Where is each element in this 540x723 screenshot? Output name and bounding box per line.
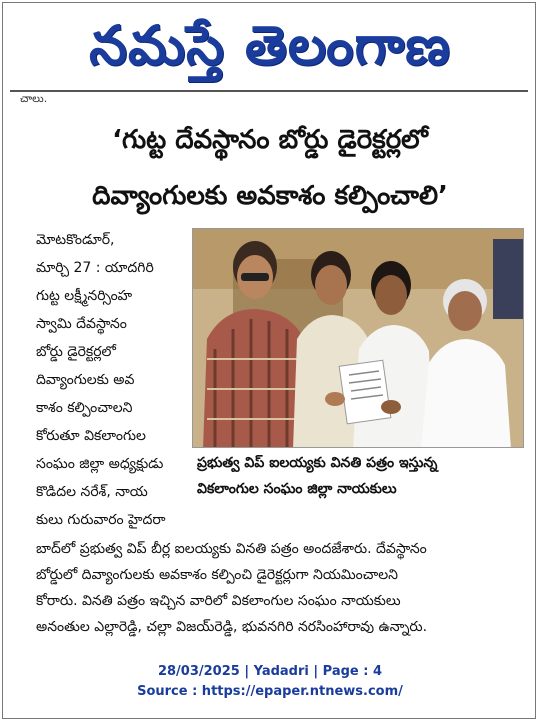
column-line: సంఘం జిల్లా అధ్యక్షుడు xyxy=(36,456,164,472)
column-line: కొడిదల నరేశ్, నాయ xyxy=(36,484,148,500)
column-line: కాశం కల్పించాలని xyxy=(36,400,133,416)
caption-line-2: వికలాంగుల సంఘం జిల్లా నాయకులు xyxy=(197,481,397,497)
headline-line-1: ‘గుట్ట దేవస్థానం బోర్డు డైరెక్టర్లలో xyxy=(112,125,428,155)
news-photo xyxy=(192,228,524,448)
body-line: బాద్‌లో ప్రభుత్వ విప్ బీర్ల ఐలయ్యకు వినతి పత్రం అందజేశారు. దేవస్థానం xyxy=(36,541,427,557)
headline-line-2: దివ్యాంగులకు అవకాశం కల్పించాలి’ xyxy=(92,181,448,211)
column-line: దివ్యాంగులకు అవ xyxy=(36,372,135,388)
column-line: మార్చి 27 : యాదగిరి xyxy=(36,260,154,276)
body-line: బోర్డులో దివ్యాంగులకు అవకాశం కల్పించి డైరెక్టర్లుగా నియమించాలని xyxy=(36,567,398,583)
caption-line-1: ప్రభుత్వ విప్ ఐలయ్యకు వినతి పత్రం ఇస్తున్న xyxy=(197,455,438,471)
column-line: బోర్డు డైరెక్టర్లలో xyxy=(36,344,116,360)
article-column xyxy=(36,226,186,534)
photo-caption xyxy=(197,450,529,502)
article-body-full-width xyxy=(36,536,532,640)
previous-article-stub: చాలు. xyxy=(20,92,48,105)
column-line: గుట్ట లక్ష్మీనర్సింహ xyxy=(36,288,133,304)
column-line: స్వామి దేవస్థానం xyxy=(36,316,127,332)
column-line: మోటకొండూర్, xyxy=(36,232,115,248)
footer-date-edition: 28/03/2025 | Yadadri | Page : 4 xyxy=(157,664,383,679)
body-line: అనంతుల ఎల్లారెడ్డి, చల్లా విజయ్‌రెడ్డి, భువనగిరి నరసింహారావు ఉన్నారు. xyxy=(36,619,428,635)
column-line: కోరుతూ వికలాంగుల xyxy=(36,428,146,444)
footer-source-link[interactable]: Source : https://epaper.ntnews.com/ xyxy=(137,684,403,699)
column-line: కులు గురువారం హైదరా xyxy=(36,512,166,528)
body-line: కోరారు. వినతి పత్రం ఇచ్చిన వారిలో వికలాంగుల సంఘం నాయకులు xyxy=(36,593,401,609)
photo-illustration xyxy=(193,229,524,448)
newspaper-masthead: నమస్తే తెలంగాణ xyxy=(89,14,451,77)
masthead-divider xyxy=(10,90,528,92)
